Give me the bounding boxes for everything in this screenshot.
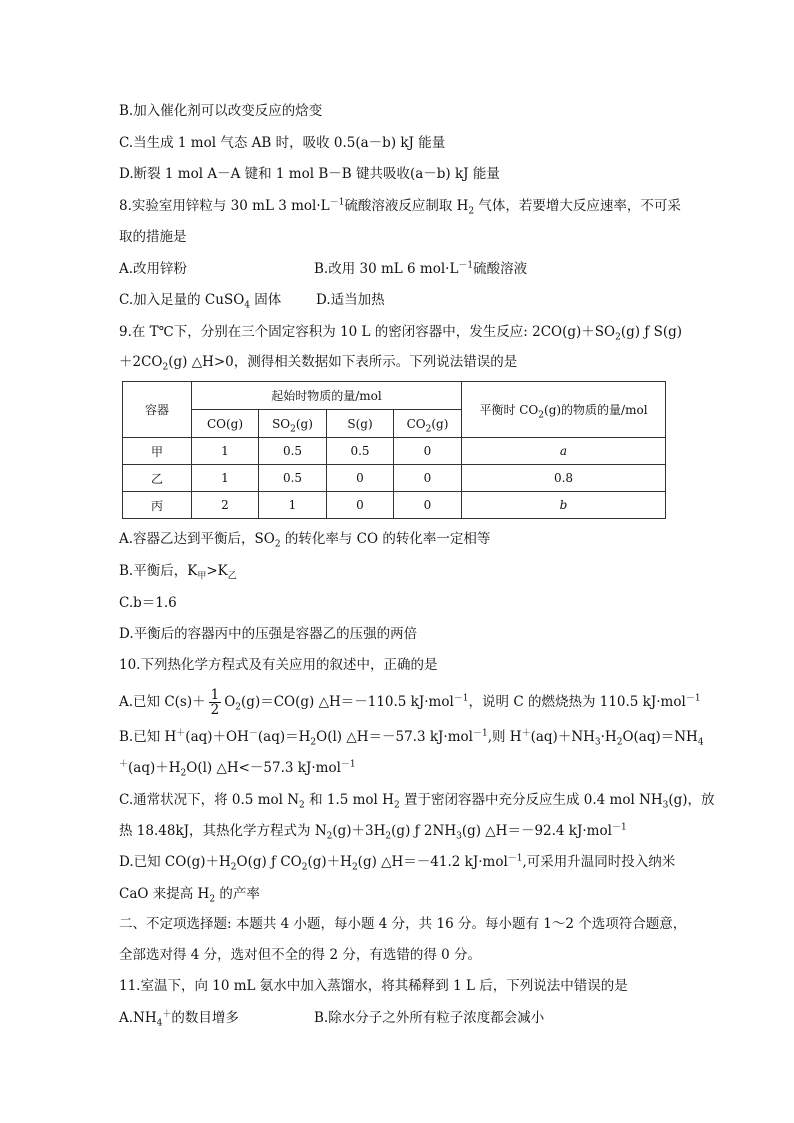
- question-10-option-d-cont: CaO 来提高 $H_2$ 的产率: [119, 886, 260, 905]
- table-cell: 0.5: [259, 465, 327, 492]
- fraction: $\frac{1}{2}$: [210, 687, 220, 718]
- question-10-option-d: D.已知 $CO(g)+H_2O(g)$ ƒ $CO_2(g)+H_2(g)$ △H＝－41.2 kJ·mol$^{-1}$,可采用升温同时投入纳米: [119, 853, 676, 873]
- option-text: B.加入催化剂可以改变反应的焓变: [119, 103, 323, 119]
- table-row: [123, 438, 666, 465]
- table-cell: 0: [394, 492, 462, 519]
- table-row: [123, 492, 666, 519]
- table-cell: 1: [192, 438, 259, 465]
- table-cell: 0: [394, 465, 462, 492]
- question-9-option-c: C.b＝1.6: [119, 595, 177, 611]
- table-col-so2: $SO_2(g)$: [259, 410, 327, 438]
- question-10-stem: 10.下列热化学方程式及有关应用的叙述中，正确的是: [119, 657, 438, 673]
- question-9-option-a: A.容器乙达到平衡后，$SO_2$ 的转化率与 CO 的转化率一定相等: [119, 531, 491, 550]
- table-cell: 2: [192, 492, 259, 519]
- table-cell: b: [462, 492, 666, 519]
- table-cell: 1: [192, 465, 259, 492]
- question-11-option-a: $A.NH_4^+$的数目增多: [119, 1009, 239, 1029]
- option-text: D.断裂 1 mol A－A 键和 1 mol B－B 键共吸收(a－b) kJ 能量: [119, 166, 500, 182]
- section-heading: 二、不定项选择题: 本题共 4 小题，每小题 4 分，共 16 分。每小题有 1～2 个选项符合题意，: [119, 916, 687, 932]
- question-10-option-c: C.通常状况下，将 0.5 mol $N_2$ 和 1.5 mol $H_2$ 置于密闭容器中充分反应生成 0.4 mol $NH_3(g)$，放: [119, 792, 715, 811]
- question-8-stem-cont: 取的措施是: [119, 229, 187, 245]
- table-cell: 甲: [123, 438, 192, 465]
- question-9-option-d: D.平衡后的容器丙中的压强是容器乙的压强的两倍: [119, 626, 418, 642]
- question-11-option-b: B.除水分子之外所有粒子浓度都会减小: [314, 1010, 545, 1026]
- table-cell: 0: [327, 465, 394, 492]
- question-8-option-a: A.改用锌粉: [119, 261, 188, 277]
- table-col-co: CO(g): [192, 410, 259, 438]
- table-cell: 0: [394, 438, 462, 465]
- question-8-option-c: C.加入足量的 CuSO$_4$ 固体: [119, 292, 282, 311]
- table-row: [123, 465, 666, 492]
- option-text: C.当生成 1 mol 气态 AB 时，吸收 0.5(a－b) kJ 能量: [119, 135, 446, 151]
- table-col-s: S(g): [327, 410, 394, 438]
- table-cell: a: [462, 438, 666, 465]
- question-9-option-b: B.平衡后，$K_甲>K_乙$: [119, 563, 237, 582]
- question-11-stem: 11.室温下，向 10 mL 氨水中加入蒸馏水，将其稀释到 1 L 后，下列说法中错误的是: [119, 978, 628, 994]
- question-10-option-c-cont: 热 18.48kJ，其热化学方程式为 $N_2(g)+3H_2(g)$ ƒ $2NH_3(g)$ △H＝－92.4 kJ·mol$^{-1}$: [119, 822, 627, 842]
- table-cell: 1: [259, 492, 327, 519]
- table-col-co2: $CO_2(g)$: [394, 410, 462, 438]
- table-cell: 0: [327, 492, 394, 519]
- question-8-option-b: B.改用 30 mL 6 $mol\cdot L^{-1}$硫酸溶液: [314, 260, 528, 277]
- question-9-stem: 9.在 T℃下，分别在三个固定容积为 10 L 的密闭容器中，发生反应: $2CO(g)+SO_2(g)$ ƒ S(g): [119, 324, 683, 343]
- table-header-equilibrium: 平衡时 $CO_2(g)$的物质的量/mol: [462, 382, 666, 438]
- data-table: [122, 381, 666, 519]
- question-9-stem-cont: $+2CO_2(g)$ △H>0，测得相关数据如下表所示。下列说法错误的是: [119, 354, 518, 373]
- section-instructions: 全部选对得 4 分，选对但不全的得 2 分，有选错的得 0 分。: [119, 947, 482, 963]
- question-10-option-b-cont: $^+(aq)+H_2O(l)$ △H<－57.3 kJ·mol$^{-1}$: [119, 759, 356, 779]
- table-cell: 0.5: [327, 438, 394, 465]
- question-8-option-d: D.适当加热: [316, 292, 385, 308]
- table-header-start: 起始时物质的量/mol: [192, 382, 462, 410]
- table-cell: 0.8: [462, 465, 666, 492]
- question-10-option-b: B.已知 $H^+(aq)+OH^-(aq)=H_2O(l)$ △H＝－57.3 kJ·mol$^{-1}$,则 $H^+(aq)+NH_3\cdot H_2O(aq)=NH_4$: [119, 728, 704, 748]
- table-cell: 0.5: [259, 438, 327, 465]
- table-cell: 乙: [123, 465, 192, 492]
- table-cell: 丙: [123, 492, 192, 519]
- question-10-option-a: A.已知 C(s)＋ $\frac{1}{2}$ $O_2(g)=CO(g)$ △H＝－110.5 kJ·mol$^{-1}$，说明 C 的燃烧热为 110.5 kJ·mol$^{-1}$: [119, 687, 701, 718]
- question-8-stem: 8.实验室用锌粒与 30 mL 3 $mol\cdot L^{-1}$硫酸溶液反应制取 $H_2$ 气体，若要增大反应速率，不可采: [119, 197, 681, 217]
- table-header-container: 容器: [123, 382, 192, 438]
